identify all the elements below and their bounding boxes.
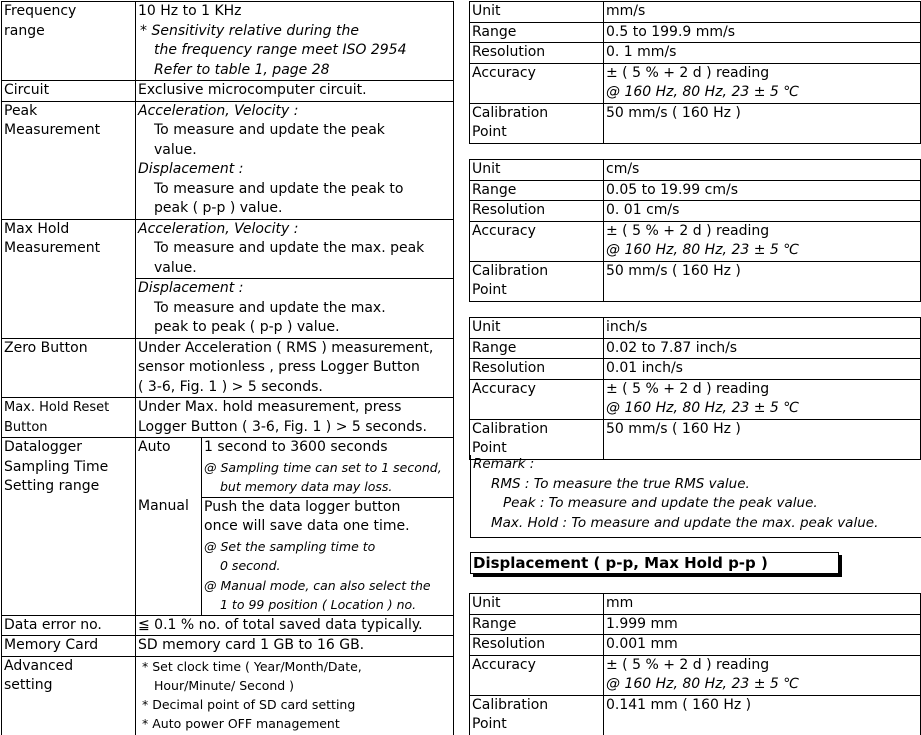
accuracy-value: ± ( 5 % + 2 d ) reading @ 160 Hz, 80 Hz, 23 ± 5 ℃ <box>604 379 921 419</box>
calibration-value: 50 mm/s ( 160 Hz ) <box>604 419 921 459</box>
unit-value: inch/s <box>604 318 921 339</box>
peak-disp-cell: Displacement : To measure and update the peak to peak ( p-p ) value. <box>136 160 454 219</box>
accuracy-label: Accuracy <box>470 63 604 103</box>
spec-table-mms <box>469 1 921 144</box>
reset-value: Under Max. hold measurement, press Logger Button ( 3-6, Fig. 1 ) > 5 seconds. <box>136 398 454 438</box>
calibration-value: 0.141 mm ( 160 Hz ) <box>604 695 921 735</box>
displacement-title: Displacement ( p-p, Max Hold p-p ) <box>470 552 839 574</box>
maxhold-disp-cell: Displacement : To measure and update the max. peak to peak ( p-p ) value. <box>136 279 454 339</box>
range-label: Range <box>470 614 604 635</box>
frequency-row <box>2 2 454 81</box>
remark-maxhold: Max. Hold : To measure and update the max. peak value. <box>491 514 879 531</box>
range-value: 1.999 mm <box>604 614 921 635</box>
calibration-value: 50 mm/s ( 160 Hz ) <box>604 103 921 143</box>
circuit-row <box>2 81 454 102</box>
accuracy-value: ± ( 5 % + 2 d ) reading @ 160 Hz, 80 Hz, 23 ± 5 ℃ <box>604 655 921 695</box>
memory-value: SD memory card 1 GB to 16 GB. <box>136 636 454 657</box>
unit-value: cm/s <box>604 160 921 181</box>
range-value: 0.5 to 199.9 mm/s <box>604 22 921 43</box>
accuracy-label: Accuracy <box>470 221 604 261</box>
resolution-value: 0. 01 cm/s <box>604 201 921 222</box>
calibration-value: 50 mm/s ( 160 Hz ) <box>604 261 921 301</box>
resolution-label: Resolution <box>470 201 604 222</box>
calibration-label: Calibration Point <box>470 261 604 301</box>
frequency-value: 10 Hz to 1 KHz * Sensitivity relative during the the frequency range meet ISO 2954 Refer to table 1, page 28 <box>136 2 454 81</box>
remark-rms: RMS : To measure the true RMS value. <box>491 475 750 492</box>
reset-label: Max. Hold Reset Button <box>2 398 136 438</box>
resolution-label: Resolution <box>470 43 604 64</box>
datalogger-label: Datalogger Sampling Time Setting range <box>2 438 136 616</box>
spec-table-cms <box>469 159 921 302</box>
frequency-label: Frequency range <box>2 2 136 81</box>
memory-label: Memory Card <box>2 636 136 657</box>
resolution-value: 0.001 mm <box>604 635 921 656</box>
unit-label: Unit <box>470 160 604 181</box>
peak-row-acc <box>2 101 454 160</box>
data-error-value: ≦ 0.1 % no. of total saved data typically. <box>136 615 454 636</box>
remark-peak: Peak : To measure and update the peak value. <box>503 495 818 511</box>
accuracy-label: Accuracy <box>470 379 604 419</box>
range-label: Range <box>470 22 604 43</box>
reset-row <box>2 398 454 438</box>
peak-acc-cell: Acceleration, Velocity : To measure and update the peak value. <box>136 101 454 160</box>
resolution-label: Resolution <box>470 359 604 380</box>
unit-label: Unit <box>470 2 604 23</box>
zero-value: Under Acceleration ( RMS ) measurement, sensor motionless , press Logger Button ( 3-6, Fig. 1 ) > 5 seconds. <box>136 338 454 398</box>
maxhold-row-acc <box>2 219 454 279</box>
datalogger-auto-row <box>2 438 454 498</box>
data-error-label: Data error no. <box>2 615 136 636</box>
spec-table-inchs <box>469 317 921 460</box>
calibration-label: Calibration Point <box>470 419 604 459</box>
spec-table-mm <box>469 593 921 735</box>
left-spec-table <box>1 1 454 735</box>
remark-box <box>470 455 921 538</box>
resolution-value: 0.01 inch/s <box>604 359 921 380</box>
memory-row <box>2 636 454 657</box>
unit-value: mm/s <box>604 2 921 23</box>
advanced-row <box>2 656 454 735</box>
accuracy-value: ± ( 5 % + 2 d ) reading @ 160 Hz, 80 Hz, 23 ± 5 ℃ <box>604 63 921 103</box>
resolution-label: Resolution <box>470 635 604 656</box>
maxhold-acc-cell: Acceleration, Velocity : To measure and update the max. peak value. <box>136 219 454 279</box>
unit-label: Unit <box>470 318 604 339</box>
circuit-label: Circuit <box>2 81 136 102</box>
remark-heading: Remark : <box>473 456 535 472</box>
resolution-value: 0. 1 mm/s <box>604 43 921 64</box>
advanced-value: * Set clock time ( Year/Month/Date, Hour/Minute/ Second ) * Decimal point of SD card setting * Auto power OFF management <box>136 656 454 735</box>
auto-label: Auto <box>136 438 202 498</box>
zero-row <box>2 338 454 398</box>
calibration-label: Calibration Point <box>470 103 604 143</box>
manual-label: Manual <box>136 497 202 615</box>
range-label: Range <box>470 180 604 201</box>
peak-label: Peak Measurement <box>2 101 136 219</box>
accuracy-value: ± ( 5 % + 2 d ) reading @ 160 Hz, 80 Hz, 23 ± 5 ℃ <box>604 221 921 261</box>
zero-label: Zero Button <box>2 338 136 398</box>
advanced-label: Advanced setting <box>2 656 136 735</box>
auto-value: 1 second to 3600 seconds @ Sampling time can set to 1 second, but memory data may loss. <box>202 438 454 498</box>
range-label: Range <box>470 338 604 359</box>
accuracy-label: Accuracy <box>470 655 604 695</box>
circuit-value: Exclusive microcomputer circuit. <box>136 81 454 102</box>
unit-value: mm <box>604 594 921 615</box>
manual-value: Push the data logger button once will save data one time. @ Set the sampling time to 0 second. @ Manual mode, can also select the 1 to 99 position ( Location ) no. <box>202 497 454 615</box>
maxhold-label: Max Hold Measurement <box>2 219 136 338</box>
unit-label: Unit <box>470 594 604 615</box>
range-value: 0.02 to 7.87 inch/s <box>604 338 921 359</box>
data-error-row <box>2 615 454 636</box>
range-value: 0.05 to 19.99 cm/s <box>604 180 921 201</box>
calibration-label: Calibration Point <box>470 695 604 735</box>
